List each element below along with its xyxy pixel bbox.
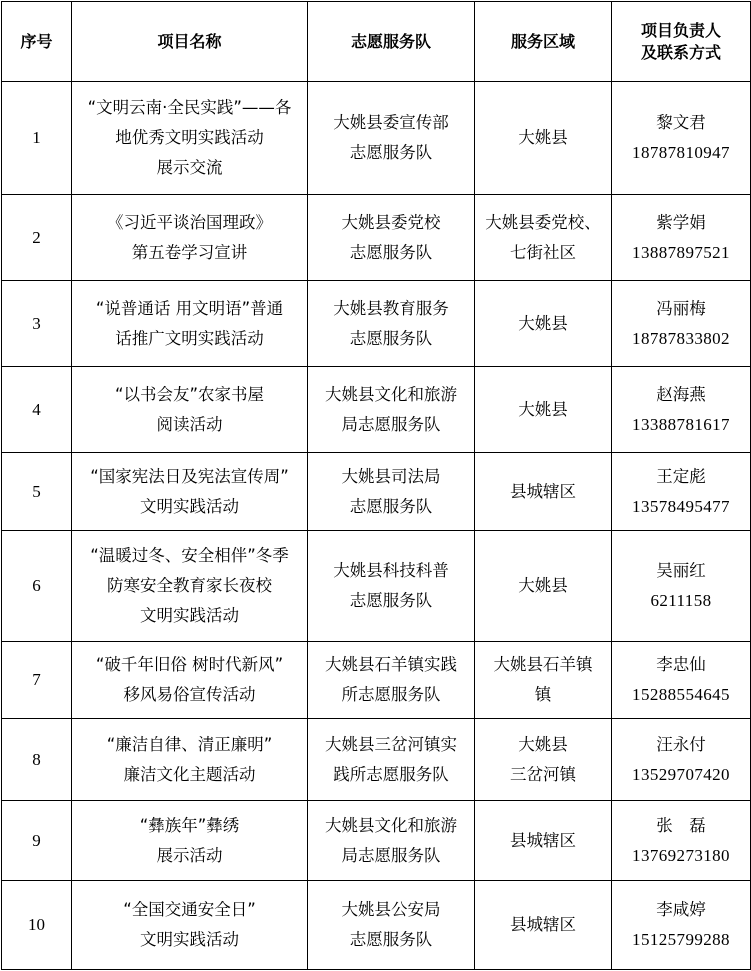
cell-name (72, 195, 308, 281)
cell-name (72, 719, 308, 801)
contact-phone: 13769273180 (632, 845, 730, 865)
contact-phone: 13529707420 (632, 764, 730, 784)
cell-name-line: “说普通话 用文明语”普通 (95, 298, 284, 318)
cell-name-line: 防寒安全教育家长夜校 (107, 576, 272, 595)
cell-name-line: “以书会友”农家书屋 (114, 384, 265, 404)
table-row (2, 531, 751, 642)
cell-name (72, 281, 308, 367)
table-body (2, 82, 751, 970)
contact-person: 李忠仙 (656, 655, 706, 674)
cell-team-line: 大姚县科技科普 (333, 561, 449, 580)
cell-team-line: 志愿服务队 (349, 496, 433, 516)
contact-phone: 18787833802 (632, 328, 730, 348)
cell-index: 6 (2, 531, 72, 642)
cell-name-line: 文明实践活动 (140, 606, 239, 625)
contact-phone: 18787810947 (632, 143, 730, 162)
cell-team-line: 所志愿服务队 (341, 685, 441, 704)
cell-index: 1 (2, 82, 72, 195)
cell-area (475, 453, 612, 531)
table-row (2, 801, 751, 881)
header-row (2, 2, 751, 82)
header-contact-line2: 及联系方式 (640, 42, 721, 62)
cell-name-line: “国家宪法日及宪法宣传周” (90, 466, 289, 486)
cell-name (72, 367, 308, 453)
cell-team-line: 志愿服务队 (349, 328, 433, 348)
cell-area-line: 大姚县石羊镇 (493, 655, 593, 674)
cell-contact (612, 82, 751, 195)
cell-index: 4 (2, 367, 72, 453)
cell-team (308, 281, 475, 367)
cell-team-line: 局志愿服务队 (341, 414, 441, 434)
cell-contact (612, 281, 751, 367)
cell-area-line: 大姚县委党校、 (485, 212, 601, 232)
cell-area (475, 881, 612, 970)
table-row (2, 642, 751, 719)
cell-name-line: 文明实践活动 (140, 496, 239, 516)
cell-index: 7 (2, 642, 72, 719)
cell-name-line: “廉洁自律、清正廉明” (106, 734, 273, 754)
cell-team-line: 大姚县委党校 (341, 212, 441, 232)
cell-team-line: 局志愿服务队 (341, 845, 441, 865)
cell-name-line: 展示交流 (156, 158, 223, 177)
cell-name-line: “彝族年”彝绣 (139, 815, 240, 835)
contact-person: 紫学娟 (656, 212, 706, 232)
table-row (2, 195, 751, 281)
contact-phone: 13578495477 (632, 496, 730, 516)
cell-team (308, 367, 475, 453)
cell-area (475, 281, 612, 367)
cell-team-line: 大姚县教育服务 (333, 298, 449, 318)
cell-name (72, 642, 308, 719)
table-row (2, 881, 751, 970)
cell-team (308, 881, 475, 970)
cell-contact (612, 195, 751, 281)
cell-team (308, 642, 475, 719)
cell-area-line: 县城辖区 (510, 830, 576, 850)
contact-person: 王定彪 (656, 466, 706, 486)
cell-name (72, 801, 308, 881)
contact-person: 黎文君 (656, 113, 706, 132)
volunteer-project-table (1, 1, 751, 970)
cell-area-line: 大姚县 (518, 576, 568, 595)
contact-person: 汪永付 (656, 734, 706, 754)
header-contact (612, 2, 751, 82)
cell-team (308, 531, 475, 642)
cell-contact (612, 881, 751, 970)
contact-person: 张 磊 (656, 815, 706, 835)
cell-area (475, 367, 612, 453)
cell-team-line: 大姚县委宣传部 (333, 113, 449, 132)
header-team: 志愿服务队 (308, 2, 475, 82)
cell-area (475, 642, 612, 719)
cell-name-line: “全国交通安全日” (123, 900, 256, 919)
cell-name-line: “文明云南·全民实践”——各 (87, 98, 292, 117)
contact-phone: 13887897521 (632, 242, 730, 262)
cell-index: 10 (2, 881, 72, 970)
cell-team-line: 志愿服务队 (349, 591, 433, 610)
cell-index: 5 (2, 453, 72, 531)
header-contact-line1: 项目负责人 (640, 20, 721, 40)
contact-person: 冯丽梅 (656, 298, 706, 318)
contact-phone: 13388781617 (632, 414, 730, 434)
cell-name (72, 82, 308, 195)
cell-name-line: 展示活动 (156, 845, 223, 865)
cell-contact (612, 531, 751, 642)
cell-area-line: 大姚县 (518, 734, 568, 754)
cell-area (475, 801, 612, 881)
cell-team-line: 志愿服务队 (349, 242, 433, 262)
contact-person: 吴丽红 (656, 561, 706, 580)
header-index: 序号 (2, 2, 72, 82)
cell-name (72, 881, 308, 970)
cell-area-line: 大姚县 (518, 128, 568, 147)
cell-contact (612, 642, 751, 719)
cell-contact (612, 453, 751, 531)
cell-area-line: 县城辖区 (510, 915, 576, 934)
cell-area-line: 县城辖区 (510, 481, 576, 501)
table-row (2, 82, 751, 195)
cell-name-line: 《习近平谈治国理政》 (107, 212, 272, 232)
cell-area-line: 三岔河镇 (510, 764, 576, 784)
cell-area (475, 82, 612, 195)
cell-name (72, 531, 308, 642)
cell-index: 3 (2, 281, 72, 367)
contact-person: 赵海燕 (656, 384, 706, 404)
cell-team-line: 大姚县三岔河镇实 (325, 734, 457, 754)
cell-name-line: 文明实践活动 (140, 930, 239, 949)
cell-contact (612, 367, 751, 453)
cell-contact (612, 801, 751, 881)
cell-name-line: 廉洁文化主题活动 (123, 764, 256, 784)
cell-area-line: 大姚县 (518, 313, 568, 333)
cell-name-line: “破千年旧俗 树时代新风” (95, 655, 284, 674)
cell-area-line: 大姚县 (518, 399, 568, 419)
cell-index: 2 (2, 195, 72, 281)
table-row (2, 453, 751, 531)
cell-team-line: 大姚县石羊镇实践 (325, 655, 457, 674)
cell-name-line: 地优秀文明实践活动 (115, 128, 264, 147)
header-area: 服务区域 (475, 2, 612, 82)
cell-team-line: 大姚县文化和旅游 (325, 815, 457, 835)
cell-team-line: 践所志愿服务队 (333, 764, 449, 784)
cell-name-line: “温暖过冬、安全相伴”冬季 (90, 546, 289, 565)
cell-contact (612, 719, 751, 801)
contact-phone: 6211158 (650, 591, 712, 610)
cell-team (308, 195, 475, 281)
cell-team-line: 大姚县公安局 (341, 900, 441, 919)
header-name: 项目名称 (72, 2, 308, 82)
cell-team (308, 801, 475, 881)
cell-team-line: 志愿服务队 (349, 930, 433, 949)
table-row (2, 367, 751, 453)
table-row (2, 281, 751, 367)
contact-person: 李咸婷 (656, 900, 706, 919)
cell-team (308, 719, 475, 801)
cell-team-line: 大姚县司法局 (341, 466, 441, 486)
cell-area-line: 七街社区 (510, 242, 576, 262)
cell-team-line: 大姚县文化和旅游 (325, 384, 457, 404)
cell-index: 8 (2, 719, 72, 801)
contact-phone: 15288554645 (632, 685, 730, 704)
contact-phone: 15125799288 (632, 930, 730, 949)
cell-team-line: 志愿服务队 (349, 143, 433, 162)
cell-name-line: 第五卷学习宣讲 (131, 242, 248, 262)
cell-area (475, 195, 612, 281)
table-row (2, 719, 751, 801)
cell-team (308, 82, 475, 195)
cell-name-line: 阅读活动 (156, 414, 223, 434)
cell-area (475, 719, 612, 801)
cell-area (475, 531, 612, 642)
cell-name (72, 453, 308, 531)
cell-area-line: 镇 (534, 685, 552, 704)
cell-team (308, 453, 475, 531)
cell-name-line: 移风易俗宣传活动 (123, 685, 256, 704)
cell-name-line: 话推广文明实践活动 (115, 328, 264, 348)
cell-index: 9 (2, 801, 72, 881)
